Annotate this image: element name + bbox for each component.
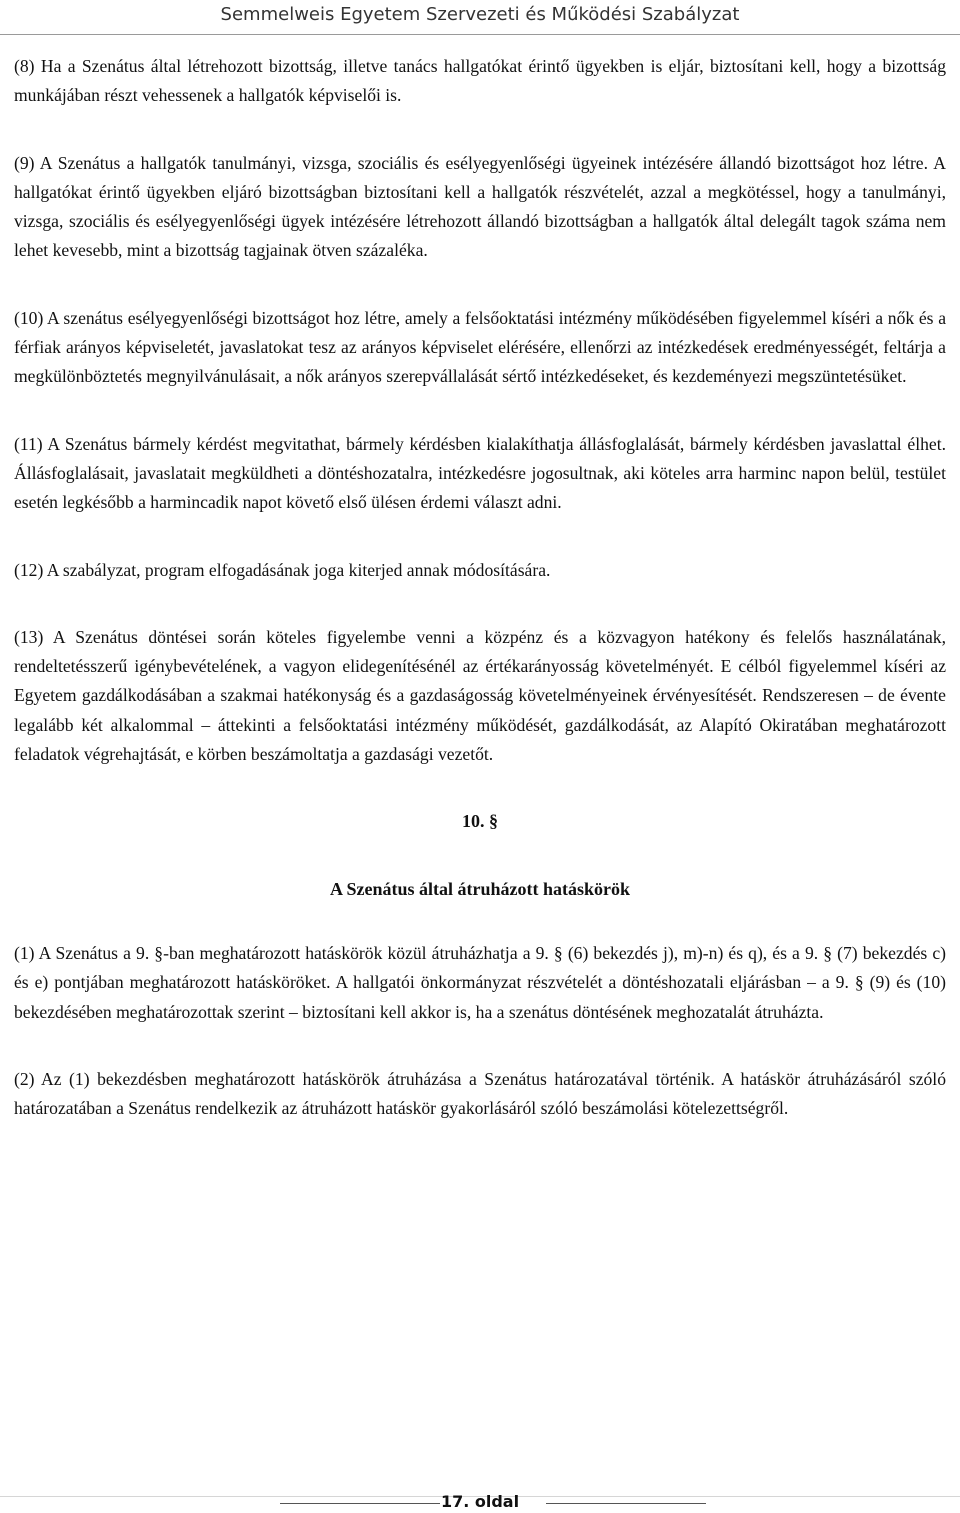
- paragraph-11: (11) A Szenátus bármely kérdést megvitathat, bármely kérdésben kialakíthatja állásfoglalását, bármely kérdésben javaslattal élhet. Állásfoglalásait, javaslatait megküldheti a döntéshozatalra, intézkedésre jogosultnak, aki köteles arra harminc napon belül, testület esetén legkésőbb a harmincadik napot követő első ülésen érdemi választ adni.: [14, 433, 946, 513]
- paragraph-10: (10) A szenátus esélyegyenlőségi bizottságot hoz létre, amely a felsőoktatási intézmény működésében figyelemmel kíséri a nők és a férfiak arányos képviseletét, javaslatokat tesz az arányos képviselet elérésére, ellenőrzi az intézkedések eredményességét, feltárja a megkülönböztetés megnyilvánulásait, a nők arányos szerepvállalását sértő intézkedéseket, és kezdeményezi megszüntetésüket.: [14, 307, 946, 387]
- page-header: Semmelweis Egyetem Szervezeti és Működési Szabályzat: [220, 4, 740, 25]
- section-paragraph-1: (1) A Szenátus a 9. §-ban meghatározott hatáskörök közül átruházhatja a 9. § (6) bekezdés j), m)-n) és q), és a 9. § (7) bekezdés c) és e) pontjában meghatározott hatásköröket. A hallgatói önkormányzat részvételét a döntéshozatali eljárásban – a 9. § (9) és (10) bekezdésében meghatározottak szerint – biztosítani kell akkor is, ha a szenátus döntésének meghozatalát átruházta.: [14, 942, 946, 1022]
- paragraph-12: (12) A szabályzat, program elfogadásának joga kiterjed annak módosítására.: [14, 559, 551, 580]
- document-body: [14, 52, 946, 1123]
- paragraph-9: (9) A Szenátus a hallgatók tanulmányi, vizsga, szociális és esélyegyenlőségi ügyeinek intézésére állandó bizottságot hoz létre. A hallgatókat érintő ügyekben eljáró bizottságban biztosítani kell a hallgatók részvételét, azzal a megkötéssel, hogy a tanulmányi, vizsga, szociális és esélyegyenlőségi ügyek intézésére létrehozott állandó bizottságban a hallgatók által delegált tagok száma nem lehet kevesebb, mint a bizottság tagjainak ötven százaléka.: [14, 152, 946, 261]
- paragraph-8: (8) Ha a Szenátus által létrehozott bizottság, illetve tanács hallgatókat érintő ügyekben is eljár, biztosítani kell, hogy a bizottság munkájában részt vehessenek a hallgatók képviselői is.: [14, 56, 946, 106]
- section-title: A Szenátus által átruházott hatáskörök: [329, 878, 630, 899]
- header-divider: [0, 34, 960, 35]
- paragraph-13: (13) A Szenátus döntései során köteles figyelembe venni a közpénz és a közvagyon hatékony és felelős használatának, rendeltetésszerű igénybevételének, a vagyon elidegenítésénél az értékarányosság követelményét. E célból figyelemmel kíséri az Egyetem gazdálkodásában a szakmai hatékonyság és a gazdaságosság követelményeinek érvényesítését. Rendszeresen – de évente legalább két alkalommal – áttekinti a felsőoktatási intézmény működését, gazdálkodását, az Alapító Okiratában meghatározott feladatok végrehajtását, e körben beszámoltatja a gazdasági vezetőt.: [14, 626, 946, 765]
- page-number: 17. oldal: [440, 1492, 520, 1511]
- section-paragraph-2: (2) Az (1) bekezdésben meghatározott hatáskörök átruházása a Szenátus határozatával történik. A hatáskör átruházásáról szóló határozatában a Szenátus rendelkezik az átruházott hatáskör gyakorlásáról szóló beszámolási kötelezettségről.: [14, 1068, 946, 1119]
- section-number: 10. §: [462, 811, 498, 832]
